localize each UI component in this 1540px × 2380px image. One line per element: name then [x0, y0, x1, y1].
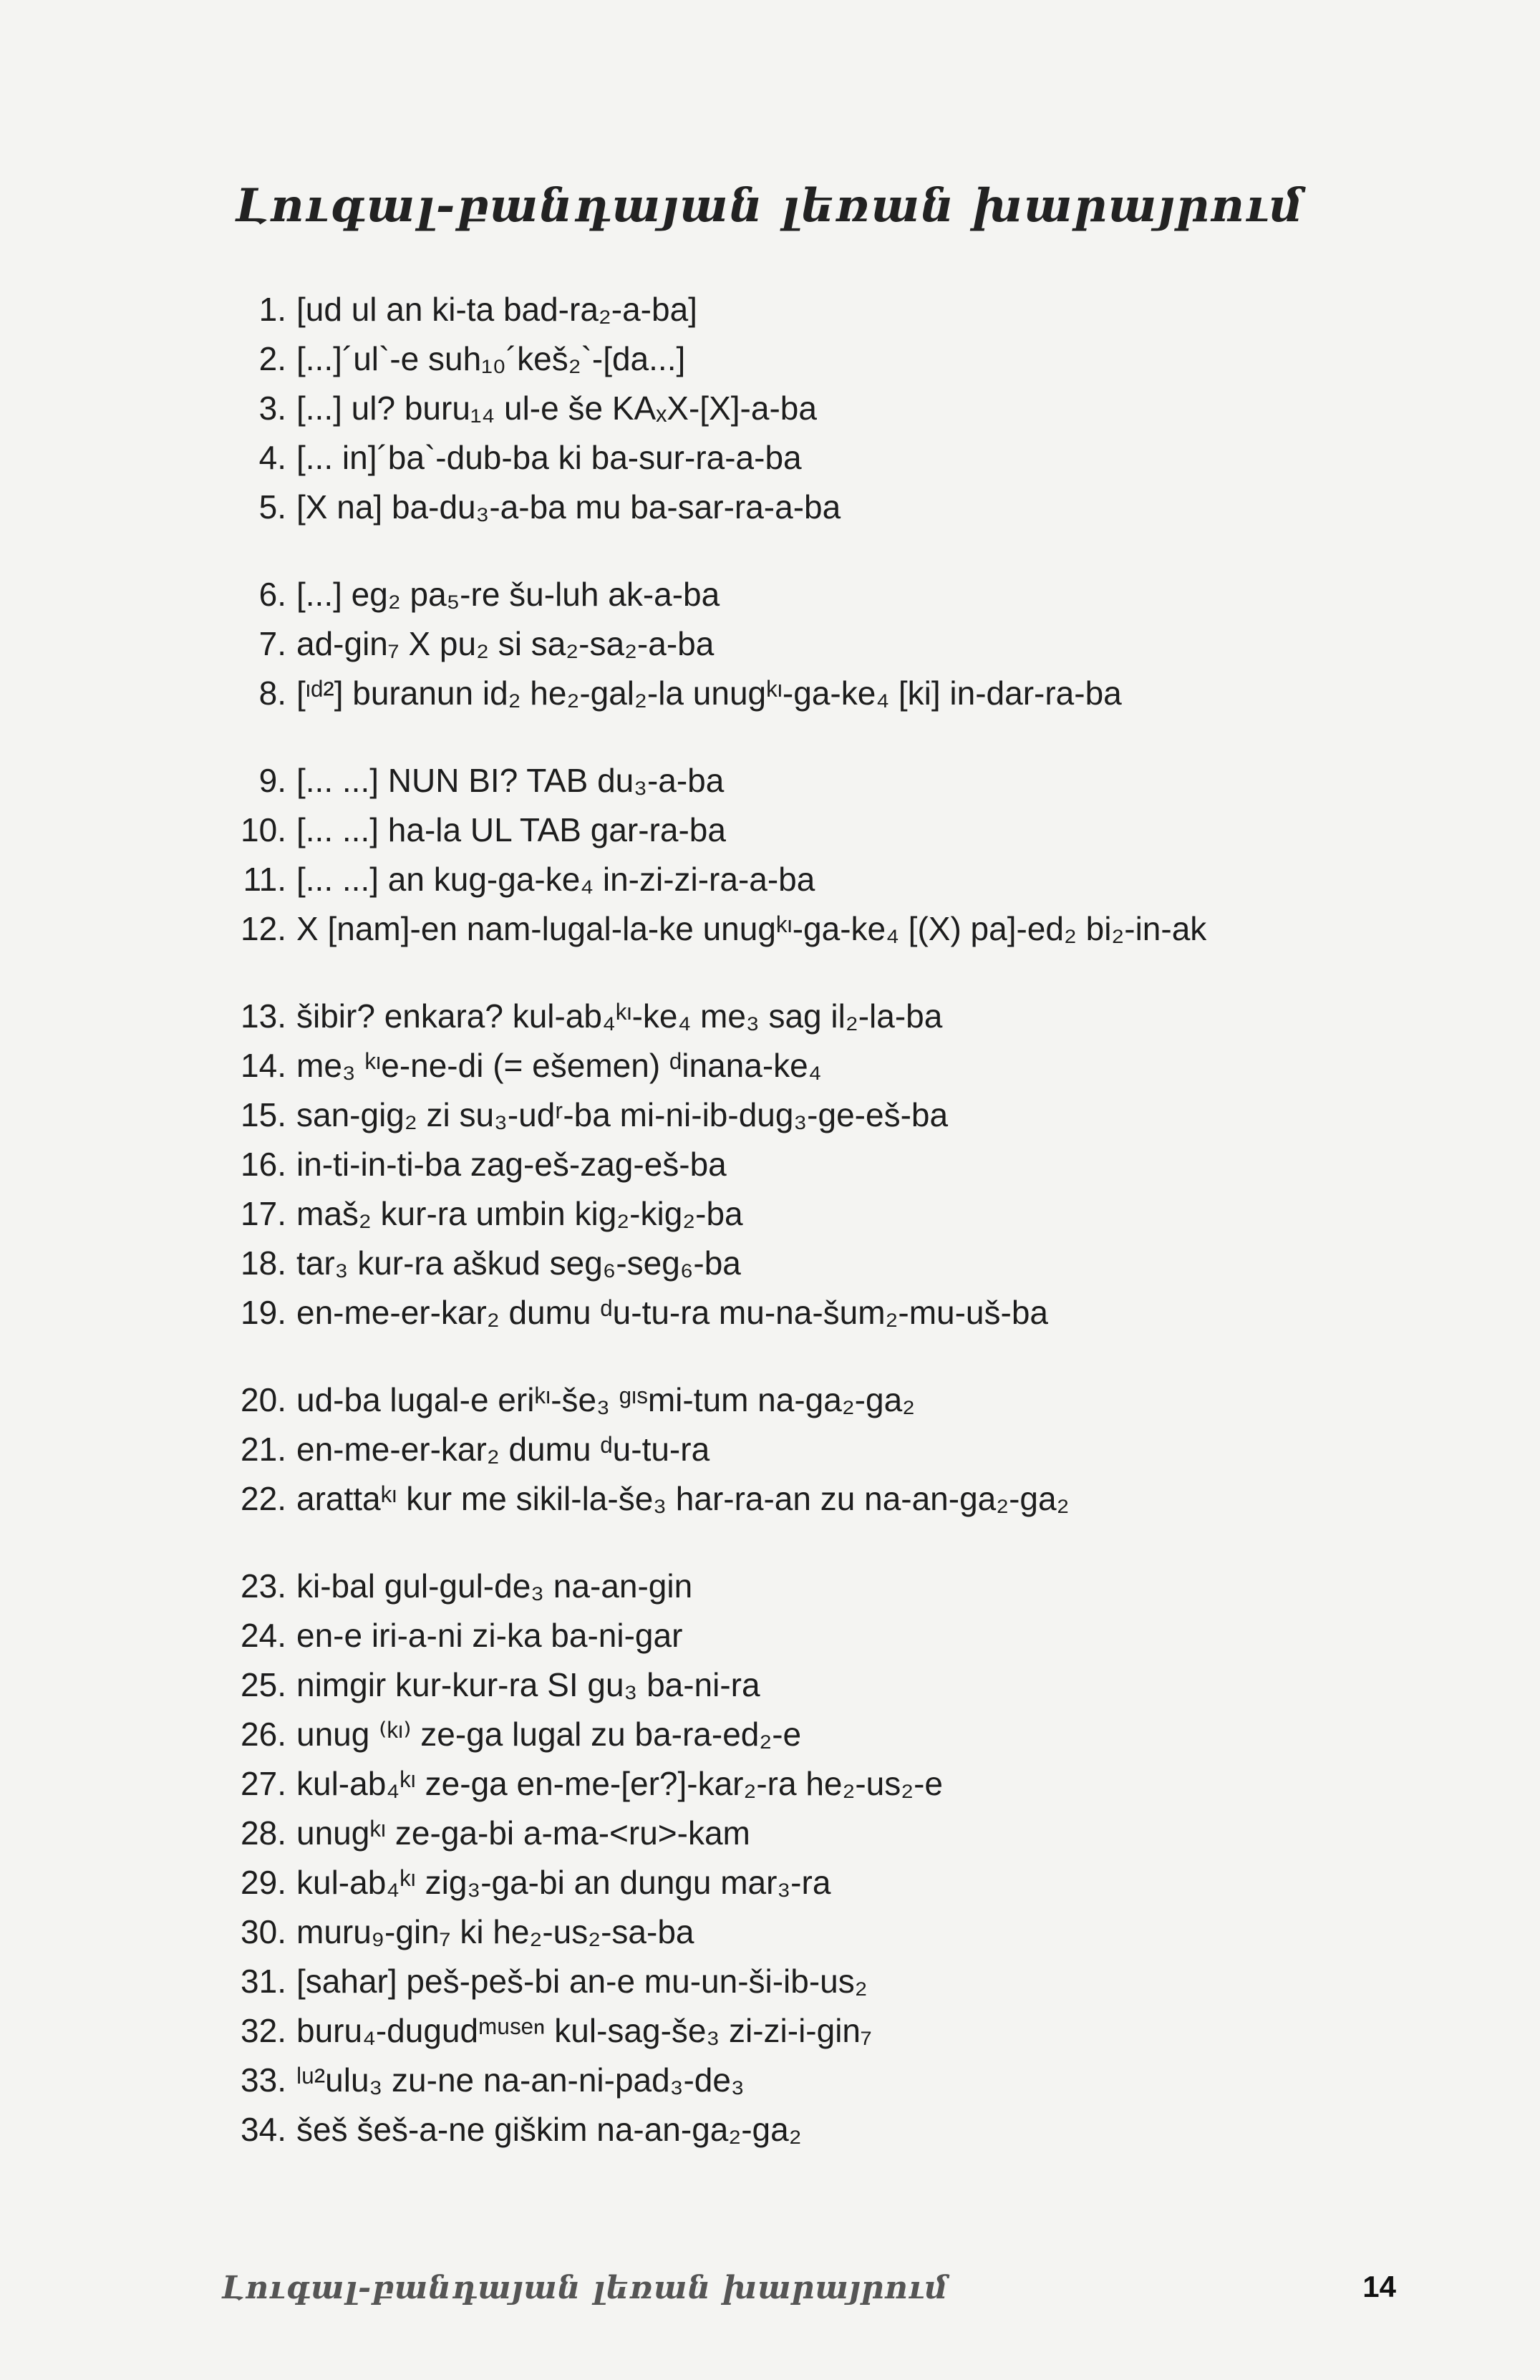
line-number: 7. — [258, 625, 286, 662]
line-number: 1. — [258, 291, 286, 328]
line-number: 18. — [241, 1244, 286, 1282]
line-number: 33. — [241, 2061, 286, 2099]
stanza-gap — [243, 532, 1461, 570]
list-item — [243, 2105, 1461, 2154]
line-number: 29. — [241, 1864, 286, 1901]
line-number: 31. — [241, 1963, 286, 2000]
list-item — [243, 1611, 1461, 1660]
line-number: 4. — [258, 439, 286, 476]
line-number: 15. — [241, 1096, 286, 1133]
line-number: 25. — [241, 1666, 286, 1703]
list-item — [243, 619, 1461, 669]
line-text: kul-ab₄ᵏᶦ zig₃-ga-bi an dungu mar₃-ra — [296, 1864, 831, 1901]
line-number: 2. — [258, 340, 286, 377]
line-text: ad-gin₇ X pu₂ si sa₂-sa₂-a-ba — [296, 625, 715, 662]
list-item — [243, 1957, 1461, 2006]
line-number: 9. — [258, 762, 286, 799]
stanza-gap — [243, 1337, 1461, 1375]
line-number: 6. — [258, 576, 286, 613]
list-item — [243, 1710, 1461, 1759]
list-item — [243, 1858, 1461, 1907]
line-text: ˡᵘ²ulu₃ zu-ne na-an-ni-pad₃-de₃ — [296, 2061, 745, 2099]
page-footer — [222, 2270, 1396, 2313]
line-number: 21. — [241, 1431, 286, 1468]
list-item — [243, 1425, 1461, 1474]
line-number: 16. — [241, 1146, 286, 1183]
line-text: arattaᵏᶦ kur me sikil-la-še₃ har-ra-an zu na-an-ga₂-ga₂ — [296, 1480, 1070, 1517]
line-number: 12. — [241, 910, 286, 947]
list-item — [243, 1907, 1461, 1957]
line-text: [... in]´ba`-dub-ba ki ba-sur-ra-a-ba — [296, 439, 802, 476]
list-item — [243, 334, 1461, 384]
list-item — [243, 1288, 1461, 1337]
list-item — [243, 2006, 1461, 2056]
list-item — [243, 904, 1461, 954]
line-number: 5. — [258, 488, 286, 526]
line-text: kul-ab₄ᵏᶦ ze-ga en-me-[er?]-kar₂-ra he₂-us₂-e — [296, 1765, 944, 1802]
line-number: 14. — [241, 1047, 286, 1084]
list-item — [243, 1660, 1461, 1710]
line-text: [... ...] an kug-ga-ke₄ in-zi-zi-ra-a-ba — [296, 861, 815, 898]
line-number: 34. — [241, 2111, 286, 2148]
line-text: ud-ba lugal-e eriᵏᶦ-še₃ ᵍᶦˢmi-tum na-ga₂-ga₂ — [296, 1381, 916, 1418]
line-number: 3. — [258, 390, 286, 427]
line-number: 17. — [241, 1195, 286, 1232]
list-item — [243, 992, 1461, 1041]
list-item — [243, 806, 1461, 855]
list-item — [243, 855, 1461, 904]
line-number: 8. — [258, 674, 286, 712]
line-number: 13. — [241, 997, 286, 1035]
line-number: 27. — [241, 1765, 286, 1802]
stanza-gap — [243, 954, 1461, 992]
list-item — [243, 2056, 1461, 2105]
line-text: [ud ul an ki-ta bad-ra₂-a-ba] — [296, 291, 697, 328]
line-text: muru₉-gin₇ ki he₂-us₂-sa-ba — [296, 1913, 694, 1950]
line-text: san-gig₂ zi su₃-udʳ-ba mi-ni-ib-dug₃-ge-eš-ba — [296, 1096, 949, 1133]
list-item — [243, 483, 1461, 532]
line-number: 30. — [241, 1913, 286, 1950]
list-item — [243, 1140, 1461, 1189]
line-text: [...] eg₂ pa₅-re šu-luh ak-a-ba — [296, 576, 720, 613]
line-text: X [nam]-en nam-lugal-la-ke unugᵏᶦ-ga-ke₄ [(X) pa]-ed₂ bi₂-in-ak — [296, 910, 1207, 947]
list-item — [243, 433, 1461, 483]
line-text: ki-bal gul-gul-de₃ na-an-gin — [296, 1567, 693, 1605]
list-item — [243, 1562, 1461, 1611]
line-number: 19. — [241, 1294, 286, 1331]
line-number: 22. — [241, 1480, 286, 1517]
list-item — [243, 1375, 1461, 1425]
page-number: 14 — [1362, 2270, 1396, 2303]
list-item — [243, 1809, 1461, 1858]
running-title: Լուգալ-բանդայան լեռան խարայրում — [222, 2270, 949, 2306]
line-number: 32. — [241, 2012, 286, 2049]
line-number: 23. — [241, 1567, 286, 1605]
line-text: [X na] ba-du₃-a-ba mu ba-sar-ra-a-ba — [296, 488, 841, 526]
line-text: maš₂ kur-ra umbin kig₂-kig₂-ba — [296, 1195, 743, 1232]
line-text: [...] ul? buru₁₄ ul-e še KAₓX-[X]-a-ba — [296, 390, 817, 427]
list-item — [243, 1474, 1461, 1524]
line-text: unug ⁽ᵏᶦ⁾ ze-ga lugal zu ba-ra-ed₂-e — [296, 1716, 802, 1753]
line-number: 10. — [241, 811, 286, 848]
line-text: nimgir kur-kur-ra SI gu₃ ba-ni-ra — [296, 1666, 760, 1703]
line-number: 20. — [241, 1381, 286, 1418]
line-text: [ᶦᵈ²] buranun id₂ he₂-gal₂-la unugᵏᶦ-ga-ke₄ [ki] in-dar-ra-ba — [296, 674, 1122, 712]
line-text: en-e iri-a-ni zi-ka ba-ni-gar — [296, 1617, 683, 1654]
stanza-gap — [243, 718, 1461, 756]
list-item — [243, 756, 1461, 806]
verse-list — [243, 285, 1461, 2154]
line-text: en-me-er-kar₂ dumu ᵈu-tu-ra — [296, 1431, 710, 1468]
line-text: tar₃ kur-ra aškud seg₆-seg₆-ba — [296, 1244, 741, 1282]
line-text: me₃ ᵏᶦe-ne-di (= ešemen) ᵈinana-ke₄ — [296, 1047, 822, 1084]
stanza-gap — [243, 1524, 1461, 1562]
list-item — [243, 1041, 1461, 1090]
line-text: en-me-er-kar₂ dumu ᵈu-tu-ra mu-na-šum₂-mu-uš-ba — [296, 1294, 1049, 1331]
page-title: Լուգալ-բանդայան լեռան խարայրում — [236, 179, 1304, 233]
line-text: šibir? enkara? kul-ab₄ᵏᶦ-ke₄ me₃ sag il₂-la-ba — [296, 997, 943, 1035]
line-text: [sahar] peš-peš-bi an-e mu-un-ši-ib-us₂ — [296, 1963, 868, 2000]
line-number: 28. — [241, 1814, 286, 1852]
list-item — [243, 1090, 1461, 1140]
list-item — [243, 384, 1461, 433]
list-item — [243, 570, 1461, 619]
list-item — [243, 1189, 1461, 1239]
list-item — [243, 285, 1461, 334]
line-number: 11. — [243, 861, 286, 898]
line-number: 26. — [241, 1716, 286, 1753]
line-text: [... ...] ha-la UL TAB gar-ra-ba — [296, 811, 726, 848]
line-text: in-ti-in-ti-ba zag-eš-zag-eš-ba — [296, 1146, 727, 1183]
line-text: [... ...] NUN BI? TAB du₃-a-ba — [296, 762, 725, 799]
line-text: [...]´ul`-e suh₁₀´keš₂`-[da...] — [296, 340, 686, 377]
line-text: unugᵏᶦ ze-ga-bi a-ma-<ru>-kam — [296, 1814, 750, 1852]
line-number: 24. — [241, 1617, 286, 1654]
list-item — [243, 1759, 1461, 1809]
list-item — [243, 1239, 1461, 1288]
line-text: šeš šeš-a-ne giškim na-an-ga₂-ga₂ — [296, 2111, 802, 2148]
list-item — [243, 669, 1461, 718]
line-text: buru₄-dugudᵐᵘˢᵉⁿ kul-sag-še₃ zi-zi-i-gin₇ — [296, 2012, 872, 2049]
